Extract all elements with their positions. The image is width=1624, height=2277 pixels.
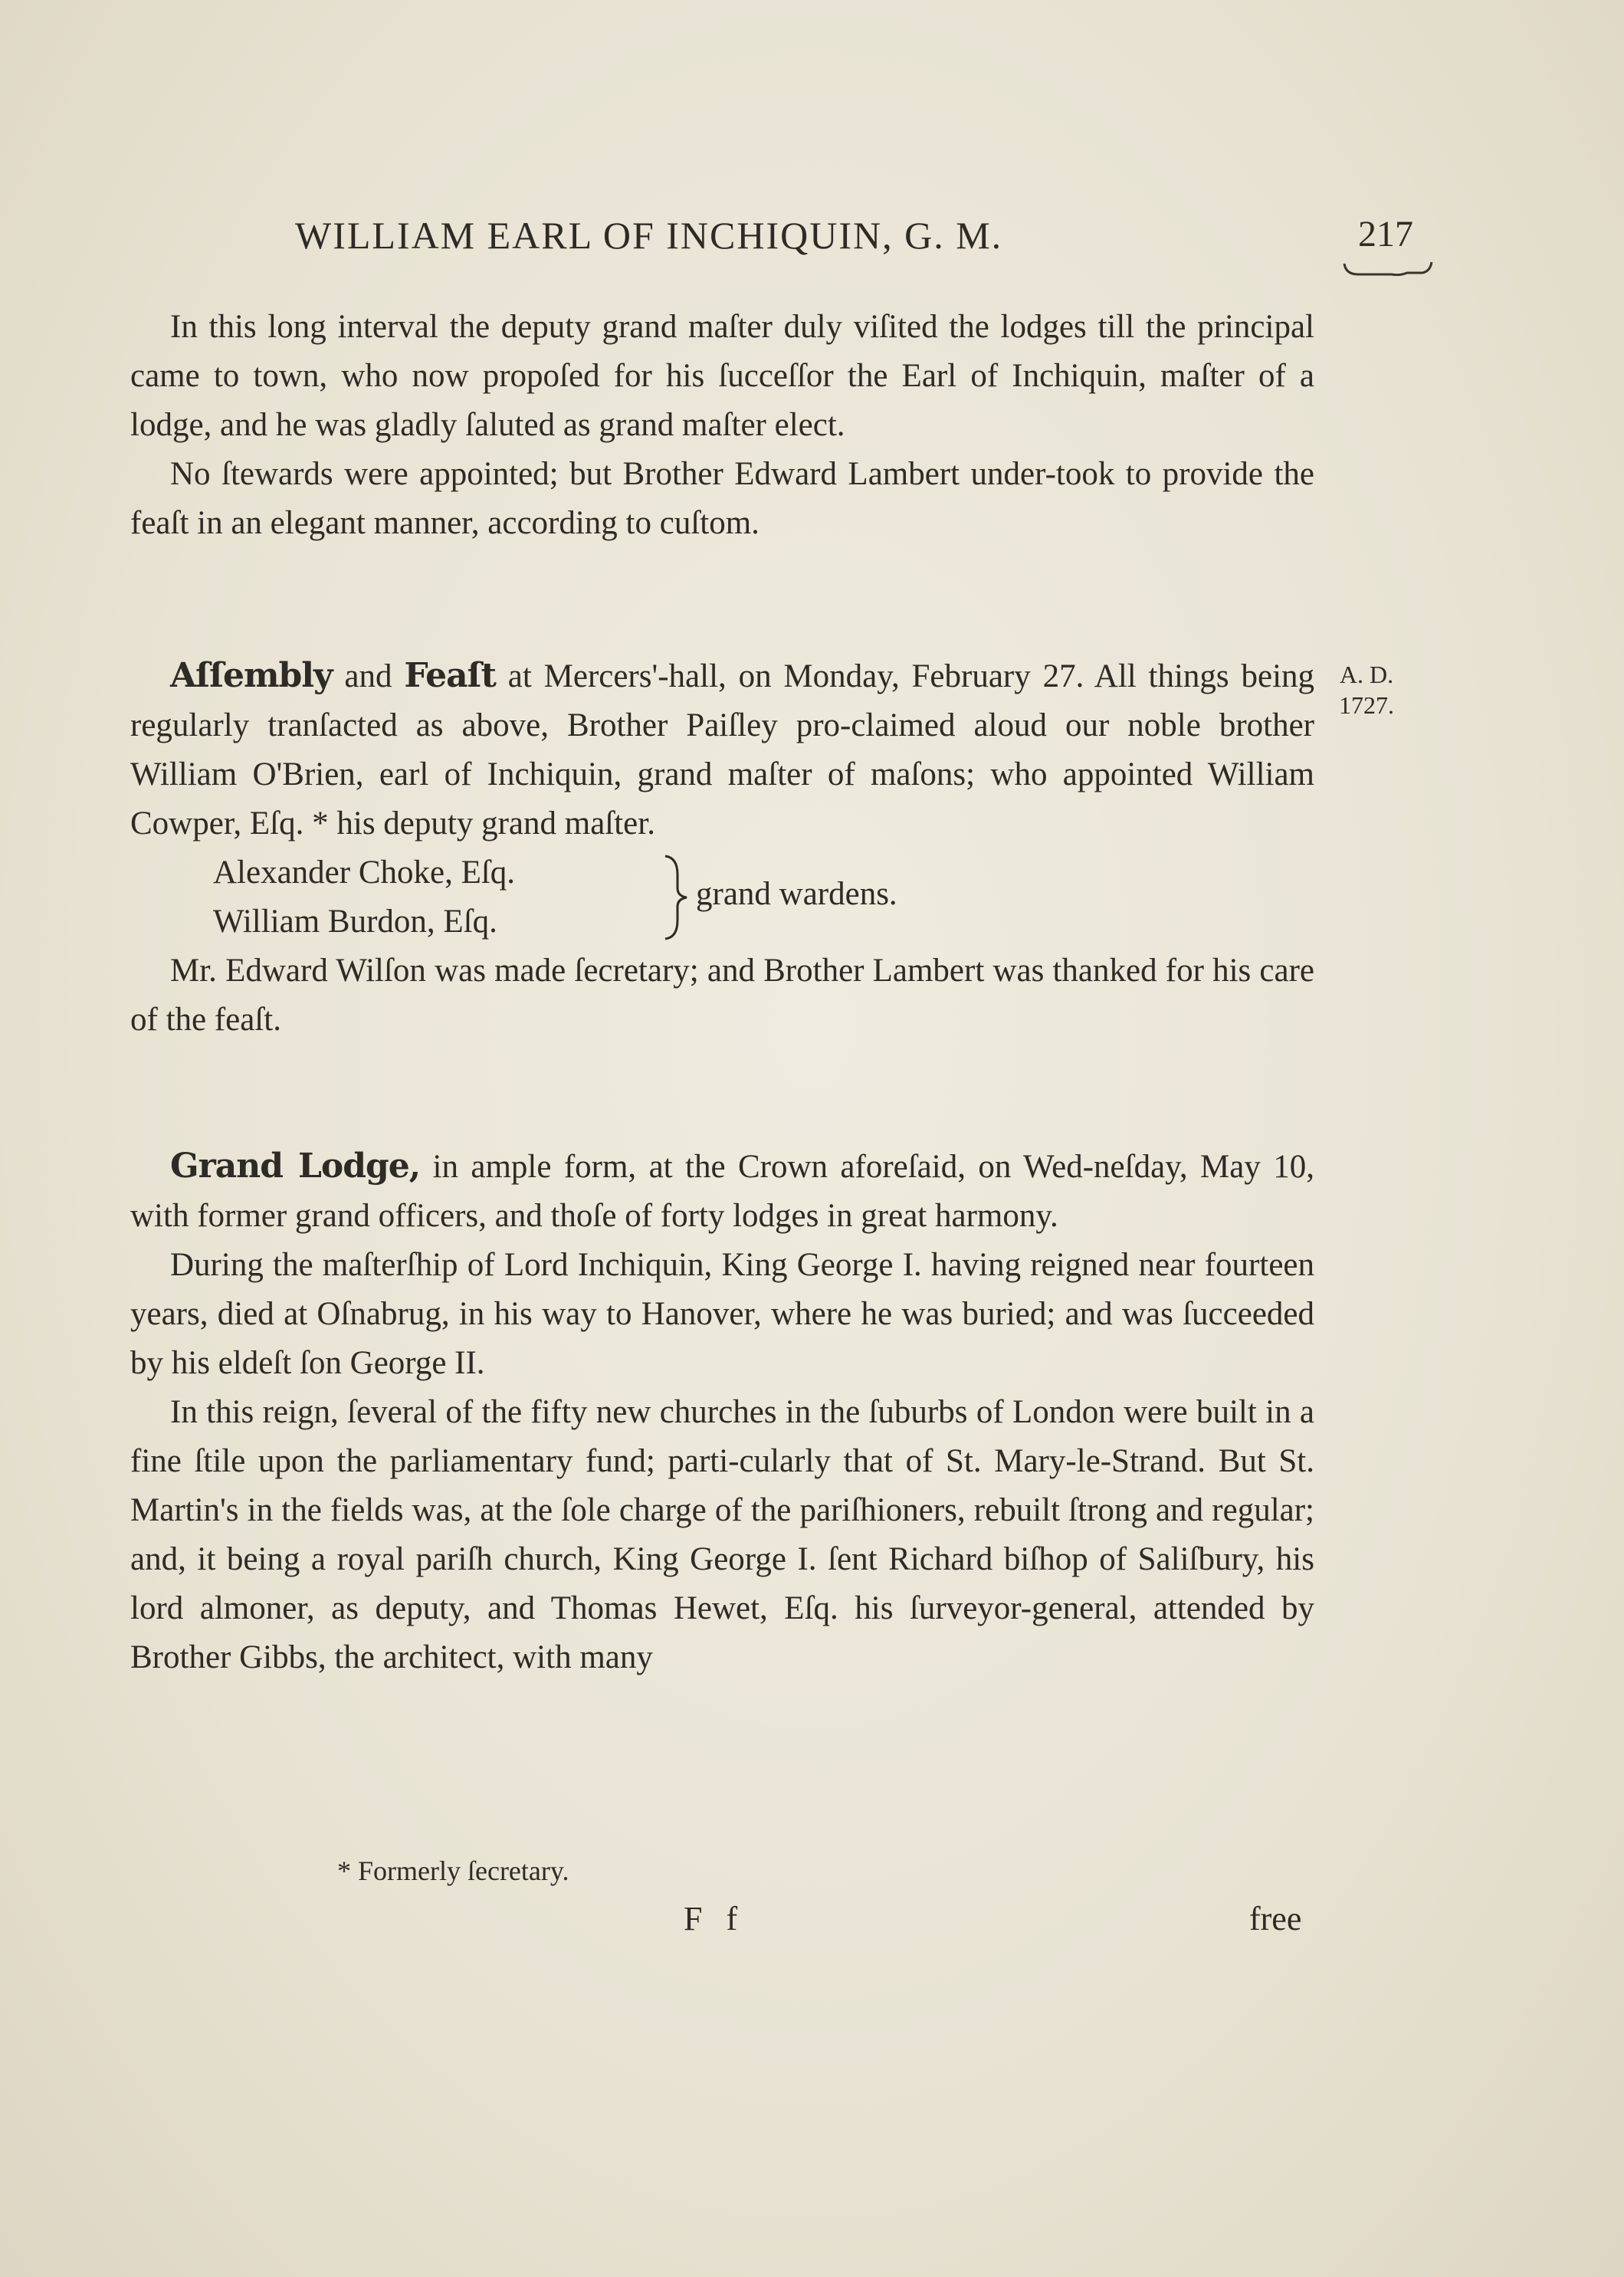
wardens-block: [213, 848, 1314, 947]
curly-brace-icon: [661, 853, 691, 942]
word-and: and: [344, 658, 392, 694]
main-text-upper: [130, 303, 1314, 548]
margin-note-ad: A. D.: [1339, 661, 1394, 688]
paragraph-churches: In this reign, ſeveral of the fifty new churches in the ſuburbs of London were built in a fine ſtile upon the parliamentary fund; parti-cularly that of St. Mary-le-Strand. But St. Martin's in the fields was, at the ſole charge of the pariſhioners, rebuilt ſtrong and regular; and, it being a royal pariſh church, King George I. ſent Richard biſhop of Saliſbury, his lord almoner, as deputy, and Thomas Hewet, Eſq. his ſurveyor-general, attended by Brother Gibbs, the architect, with many: [130, 1394, 1314, 1675]
footnote: * Formerly ſecretary.: [337, 1855, 569, 1886]
main-text-assembly: [130, 651, 1314, 1045]
blackletter-grand-lodge: Grand Lodge,: [170, 1147, 421, 1186]
grand-lodge-text: in ample form, at the Crown aforeſaid, on Wed-neſday, May 10, with former grand officers, and thoſe of forty lodges in great harmony.: [130, 1149, 1314, 1234]
page-number: 217: [1358, 214, 1413, 254]
warden-name-2: William Burdon, Eſq.: [213, 904, 497, 940]
signature-mark: F f: [684, 1900, 746, 1937]
paragraph-interval: In this long interval the deputy grand maſter duly viſited the lodges till the principal came to town, who now propoſed for his ſucceſſor the Earl of Inchiquin, maſter of a lodge, and he was gladly ſaluted as grand maſter elect.: [130, 309, 1314, 443]
blackletter-assembly: Aſſembly: [170, 656, 333, 695]
wardens-names: [213, 848, 515, 947]
blackletter-feast: Feaſt: [404, 656, 496, 695]
margin-note-year: 1727.: [1339, 691, 1394, 719]
page-number-underline-flourish: [1343, 261, 1433, 282]
paragraph-grand-lodge: [130, 1142, 1314, 1241]
catchword: free: [1249, 1900, 1302, 1937]
running-title: WILLIAM EARL OF INCHIQUIN, G. M.: [295, 214, 1003, 257]
paragraph-stewards: No ſtewards were appointed; but Brother Edward Lambert under-took to provide the feaſt in an elegant manner, according to cuſtom.: [130, 456, 1314, 541]
paragraph-secretary: Mr. Edward Wilſon was made ſecretary; and Brother Lambert was thanked for his care of the feaſt.: [130, 953, 1314, 1038]
paragraph-assembly: [130, 651, 1314, 848]
assembly-text: at Mercers'-hall, on Monday, February 27. All things being regularly tranſacted as above, Brother Paiſley pro-claimed aloud our noble brother William O'Brien, earl of Inchiquin, grand maſter of maſons; who appointed William Cowper, Eſq. * his deputy grand maſter.: [130, 658, 1315, 842]
paragraph-king-george: During the maſterſhip of Lord Inchiquin, King George I. having reigned near fourteen years, died at Oſnabrug, in his way to Hanover, where he was buried; and was ſucceeded by his eldeſt ſon George II.: [130, 1247, 1314, 1381]
main-text-lower: [130, 1142, 1314, 1682]
wardens-label: grand wardens.: [696, 876, 897, 912]
warden-name-1: Alexander Choke, Eſq.: [213, 855, 516, 891]
